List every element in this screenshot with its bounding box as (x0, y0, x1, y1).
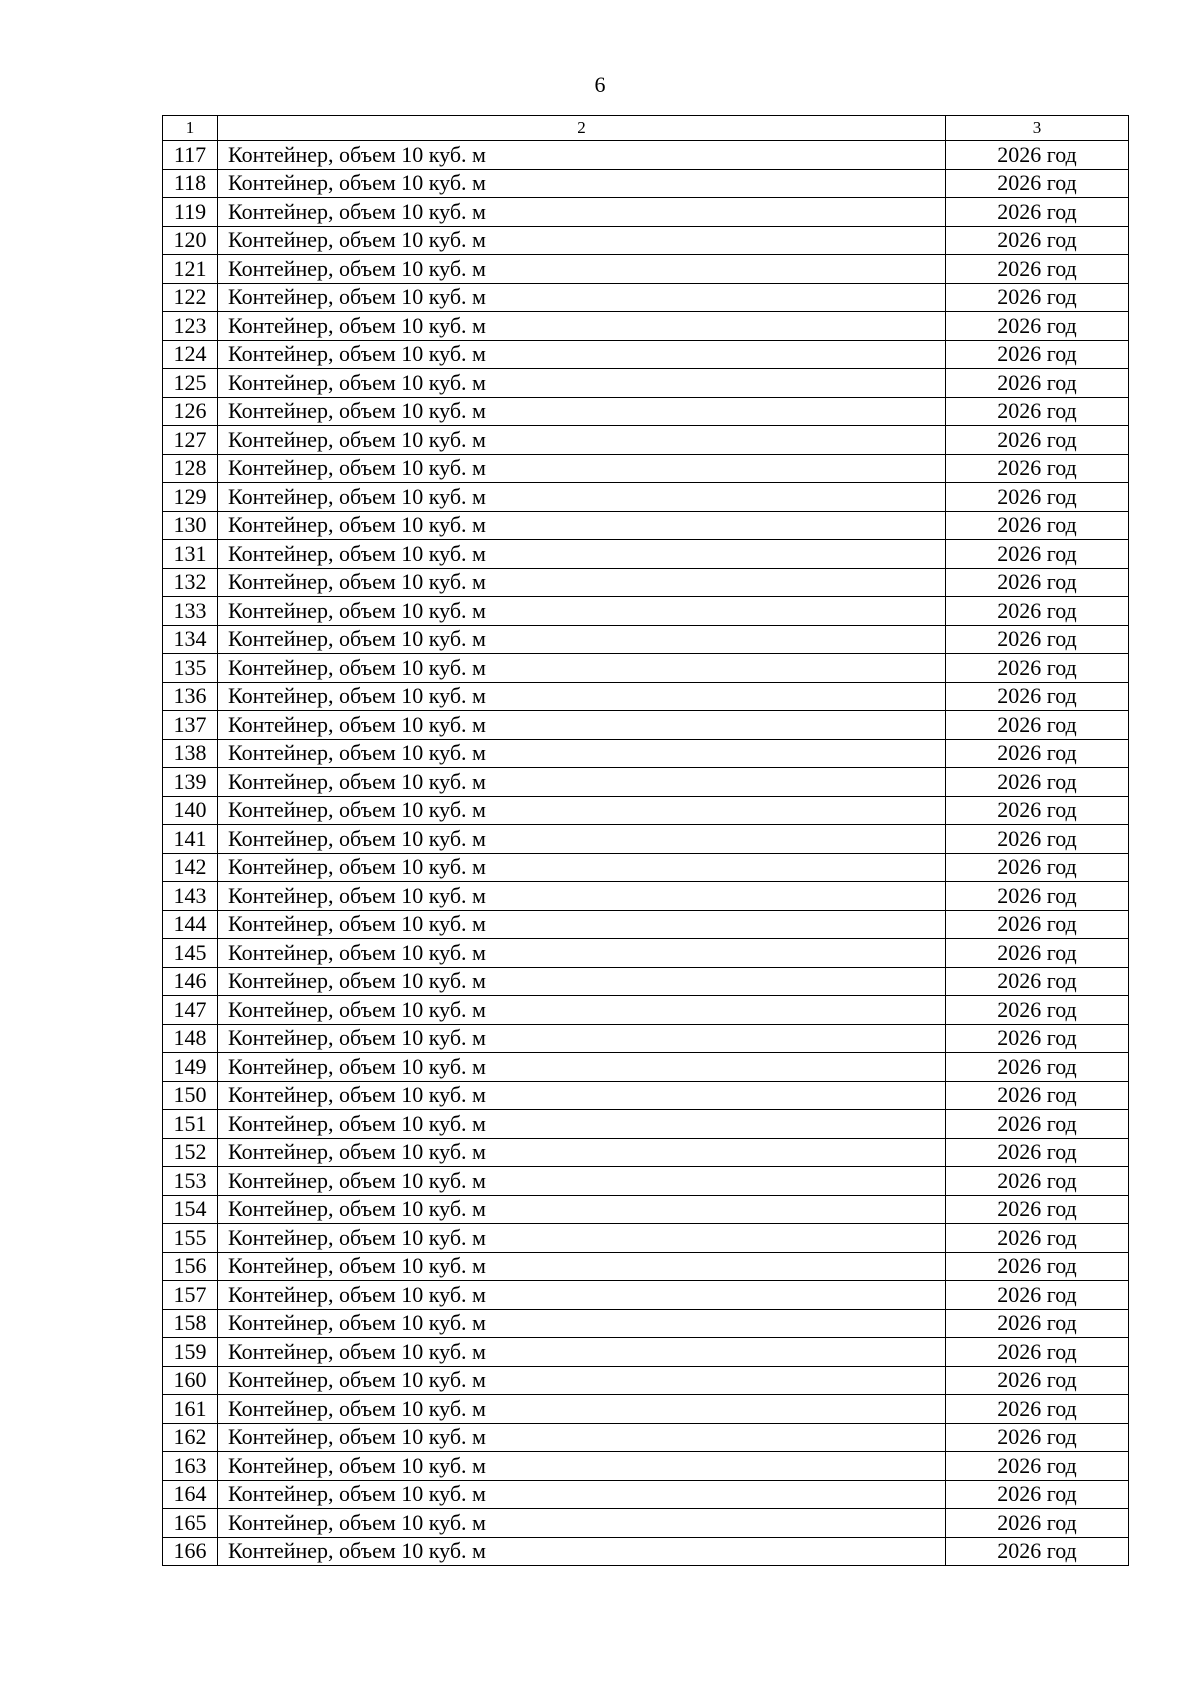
item-name-cell: Контейнер, объем 10 куб. м (218, 1110, 946, 1139)
item-name-cell: Контейнер, объем 10 куб. м (218, 1053, 946, 1082)
table-row (163, 568, 1129, 597)
table-row (163, 1423, 1129, 1452)
table-row (163, 511, 1129, 540)
year-cell: 2026 год (946, 1252, 1129, 1281)
item-name-cell: Контейнер, объем 10 куб. м (218, 654, 946, 683)
year-cell: 2026 год (946, 255, 1129, 284)
year-cell: 2026 год (946, 711, 1129, 740)
table-row (163, 1509, 1129, 1538)
year-cell: 2026 год (946, 1366, 1129, 1395)
item-name-cell: Контейнер, объем 10 куб. м (218, 226, 946, 255)
table-row (163, 226, 1129, 255)
table-row (163, 682, 1129, 711)
item-name-cell: Контейнер, объем 10 куб. м (218, 996, 946, 1025)
year-cell: 2026 год (946, 426, 1129, 455)
table-row (163, 340, 1129, 369)
table-row (163, 796, 1129, 825)
row-number-cell: 130 (163, 511, 218, 540)
table-row (163, 1366, 1129, 1395)
year-cell: 2026 год (946, 1138, 1129, 1167)
row-number-cell: 163 (163, 1452, 218, 1481)
year-cell: 2026 год (946, 568, 1129, 597)
row-number-cell: 144 (163, 910, 218, 939)
row-number-cell: 139 (163, 768, 218, 797)
item-name-cell: Контейнер, объем 10 куб. м (218, 625, 946, 654)
year-cell: 2026 год (946, 853, 1129, 882)
row-number-cell: 149 (163, 1053, 218, 1082)
row-number-cell: 125 (163, 369, 218, 398)
row-number-cell: 165 (163, 1509, 218, 1538)
item-name-cell: Контейнер, объем 10 куб. м (218, 340, 946, 369)
row-number-cell: 151 (163, 1110, 218, 1139)
table-row (163, 454, 1129, 483)
table-row (163, 283, 1129, 312)
year-cell: 2026 год (946, 654, 1129, 683)
item-name-cell: Контейнер, объем 10 куб. м (218, 511, 946, 540)
item-name-cell: Контейнер, объем 10 куб. м (218, 939, 946, 968)
row-number-cell: 136 (163, 682, 218, 711)
row-number-cell: 132 (163, 568, 218, 597)
year-cell: 2026 год (946, 825, 1129, 854)
year-cell: 2026 год (946, 1480, 1129, 1509)
table-row (163, 1053, 1129, 1082)
year-cell: 2026 год (946, 1167, 1129, 1196)
table-row (163, 141, 1129, 170)
row-number-cell: 145 (163, 939, 218, 968)
table-row (163, 1452, 1129, 1481)
item-name-cell: Контейнер, объем 10 куб. м (218, 1081, 946, 1110)
item-name-cell: Контейнер, объем 10 куб. м (218, 597, 946, 626)
item-name-cell: Контейнер, объем 10 куб. м (218, 312, 946, 341)
row-number-cell: 133 (163, 597, 218, 626)
row-number-cell: 143 (163, 882, 218, 911)
item-name-cell: Контейнер, объем 10 куб. м (218, 1395, 946, 1424)
table-row (163, 1081, 1129, 1110)
year-cell: 2026 год (946, 369, 1129, 398)
year-cell: 2026 год (946, 1509, 1129, 1538)
table-row (163, 426, 1129, 455)
year-cell: 2026 год (946, 397, 1129, 426)
row-number-cell: 150 (163, 1081, 218, 1110)
row-number-cell: 154 (163, 1195, 218, 1224)
row-number-cell: 123 (163, 312, 218, 341)
row-number-cell: 118 (163, 169, 218, 198)
item-name-cell: Контейнер, объем 10 куб. м (218, 882, 946, 911)
item-name-cell: Контейнер, объем 10 куб. м (218, 910, 946, 939)
year-cell: 2026 год (946, 283, 1129, 312)
row-number-cell: 137 (163, 711, 218, 740)
item-name-cell: Контейнер, объем 10 куб. м (218, 967, 946, 996)
row-number-cell: 152 (163, 1138, 218, 1167)
year-cell: 2026 год (946, 939, 1129, 968)
page-number: 6 (594, 72, 606, 97)
item-name-cell: Контейнер, объем 10 куб. м (218, 682, 946, 711)
row-number-cell: 142 (163, 853, 218, 882)
item-name-cell: Контейнер, объем 10 куб. м (218, 369, 946, 398)
table-row (163, 1281, 1129, 1310)
year-cell: 2026 год (946, 540, 1129, 569)
item-name-cell: Контейнер, объем 10 куб. м (218, 711, 946, 740)
table-row (163, 939, 1129, 968)
table-row (163, 198, 1129, 227)
item-name-cell: Контейнер, объем 10 куб. м (218, 853, 946, 882)
row-number-cell: 117 (163, 141, 218, 170)
year-cell: 2026 год (946, 1281, 1129, 1310)
year-cell: 2026 год (946, 910, 1129, 939)
year-cell: 2026 год (946, 996, 1129, 1025)
year-cell: 2026 год (946, 882, 1129, 911)
item-name-cell: Контейнер, объем 10 куб. м (218, 255, 946, 284)
year-cell: 2026 год (946, 454, 1129, 483)
row-number-cell: 121 (163, 255, 218, 284)
row-number-cell: 146 (163, 967, 218, 996)
year-cell: 2026 год (946, 340, 1129, 369)
table-row (163, 967, 1129, 996)
item-name-cell: Контейнер, объем 10 куб. м (218, 1338, 946, 1367)
row-number-cell: 119 (163, 198, 218, 227)
table-row (163, 853, 1129, 882)
year-cell: 2026 год (946, 1224, 1129, 1253)
table-row (163, 910, 1129, 939)
table-row (163, 1480, 1129, 1509)
row-number-cell: 127 (163, 426, 218, 455)
item-name-cell: Контейнер, объем 10 куб. м (218, 568, 946, 597)
item-name-cell: Контейнер, объем 10 куб. м (218, 1452, 946, 1481)
year-cell: 2026 год (946, 1024, 1129, 1053)
item-name-cell: Контейнер, объем 10 куб. м (218, 283, 946, 312)
table-row (163, 1537, 1129, 1566)
table-row (163, 255, 1129, 284)
year-cell: 2026 год (946, 1110, 1129, 1139)
item-name-cell: Контейнер, объем 10 куб. м (218, 1252, 946, 1281)
table-row (163, 768, 1129, 797)
item-name-cell: Контейнер, объем 10 куб. м (218, 1537, 946, 1566)
item-name-cell: Контейнер, объем 10 куб. м (218, 796, 946, 825)
year-cell: 2026 год (946, 967, 1129, 996)
item-name-cell: Контейнер, объем 10 куб. м (218, 1167, 946, 1196)
item-name-cell: Контейнер, объем 10 куб. м (218, 454, 946, 483)
table-row (163, 711, 1129, 740)
item-name-cell: Контейнер, объем 10 куб. м (218, 1309, 946, 1338)
table-row (163, 483, 1129, 512)
row-number-cell: 129 (163, 483, 218, 512)
table-header-row (163, 116, 1129, 141)
year-cell: 2026 год (946, 198, 1129, 227)
row-number-cell: 141 (163, 825, 218, 854)
table-row (163, 1309, 1129, 1338)
year-cell: 2026 год (946, 169, 1129, 198)
table-row (163, 1138, 1129, 1167)
row-number-cell: 153 (163, 1167, 218, 1196)
year-cell: 2026 год (946, 1338, 1129, 1367)
year-cell: 2026 год (946, 1195, 1129, 1224)
year-cell: 2026 год (946, 1053, 1129, 1082)
row-number-cell: 164 (163, 1480, 218, 1509)
table-row (163, 1224, 1129, 1253)
row-number-cell: 134 (163, 625, 218, 654)
row-number-cell: 160 (163, 1366, 218, 1395)
row-number-cell: 157 (163, 1281, 218, 1310)
item-name-cell: Контейнер, объем 10 куб. м (218, 768, 946, 797)
item-name-cell: Контейнер, объем 10 куб. м (218, 1195, 946, 1224)
year-cell: 2026 год (946, 625, 1129, 654)
row-number-cell: 162 (163, 1423, 218, 1452)
item-name-cell: Контейнер, объем 10 куб. м (218, 198, 946, 227)
header-col-3: 3 (946, 116, 1129, 141)
row-number-cell: 140 (163, 796, 218, 825)
year-cell: 2026 год (946, 1081, 1129, 1110)
item-name-cell: Контейнер, объем 10 куб. м (218, 426, 946, 455)
table-row (163, 654, 1129, 683)
year-cell: 2026 год (946, 1452, 1129, 1481)
table-row (163, 597, 1129, 626)
table-row (163, 1395, 1129, 1424)
table-row (163, 1252, 1129, 1281)
year-cell: 2026 год (946, 1395, 1129, 1424)
table-row (163, 1110, 1129, 1139)
year-cell: 2026 год (946, 1309, 1129, 1338)
header-col-1: 1 (163, 116, 218, 141)
row-number-cell: 155 (163, 1224, 218, 1253)
year-cell: 2026 год (946, 739, 1129, 768)
row-number-cell: 156 (163, 1252, 218, 1281)
item-name-cell: Контейнер, объем 10 куб. м (218, 739, 946, 768)
row-number-cell: 166 (163, 1537, 218, 1566)
row-number-cell: 148 (163, 1024, 218, 1053)
table-row (163, 882, 1129, 911)
header-col-2: 2 (218, 116, 946, 141)
item-name-cell: Контейнер, объем 10 куб. м (218, 1366, 946, 1395)
item-name-cell: Контейнер, объем 10 куб. м (218, 1224, 946, 1253)
year-cell: 2026 год (946, 682, 1129, 711)
year-cell: 2026 год (946, 597, 1129, 626)
row-number-cell: 126 (163, 397, 218, 426)
year-cell: 2026 год (946, 796, 1129, 825)
year-cell: 2026 год (946, 141, 1129, 170)
container-table (162, 115, 1129, 1566)
table-row (163, 369, 1129, 398)
item-name-cell: Контейнер, объем 10 куб. м (218, 1024, 946, 1053)
row-number-cell: 131 (163, 540, 218, 569)
table-row (163, 397, 1129, 426)
row-number-cell: 120 (163, 226, 218, 255)
item-name-cell: Контейнер, объем 10 куб. м (218, 540, 946, 569)
row-number-cell: 135 (163, 654, 218, 683)
row-number-cell: 122 (163, 283, 218, 312)
row-number-cell: 124 (163, 340, 218, 369)
year-cell: 2026 год (946, 768, 1129, 797)
table-row (163, 312, 1129, 341)
row-number-cell: 159 (163, 1338, 218, 1367)
year-cell: 2026 год (946, 1537, 1129, 1566)
year-cell: 2026 год (946, 226, 1129, 255)
year-cell: 2026 год (946, 511, 1129, 540)
item-name-cell: Контейнер, объем 10 куб. м (218, 1480, 946, 1509)
year-cell: 2026 год (946, 483, 1129, 512)
table-row (163, 1195, 1129, 1224)
table-row (163, 996, 1129, 1025)
item-name-cell: Контейнер, объем 10 куб. м (218, 1509, 946, 1538)
table-row (163, 1167, 1129, 1196)
table-row (163, 1338, 1129, 1367)
item-name-cell: Контейнер, объем 10 куб. м (218, 1281, 946, 1310)
table-row (163, 625, 1129, 654)
item-name-cell: Контейнер, объем 10 куб. м (218, 1138, 946, 1167)
table-row (163, 169, 1129, 198)
row-number-cell: 158 (163, 1309, 218, 1338)
table-row (163, 825, 1129, 854)
table-row (163, 540, 1129, 569)
item-name-cell: Контейнер, объем 10 куб. м (218, 169, 946, 198)
item-name-cell: Контейнер, объем 10 куб. м (218, 483, 946, 512)
row-number-cell: 161 (163, 1395, 218, 1424)
row-number-cell: 147 (163, 996, 218, 1025)
table-row (163, 739, 1129, 768)
item-name-cell: Контейнер, объем 10 куб. м (218, 825, 946, 854)
row-number-cell: 128 (163, 454, 218, 483)
table-row (163, 1024, 1129, 1053)
item-name-cell: Контейнер, объем 10 куб. м (218, 1423, 946, 1452)
row-number-cell: 138 (163, 739, 218, 768)
year-cell: 2026 год (946, 1423, 1129, 1452)
item-name-cell: Контейнер, объем 10 куб. м (218, 141, 946, 170)
item-name-cell: Контейнер, объем 10 куб. м (218, 397, 946, 426)
year-cell: 2026 год (946, 312, 1129, 341)
